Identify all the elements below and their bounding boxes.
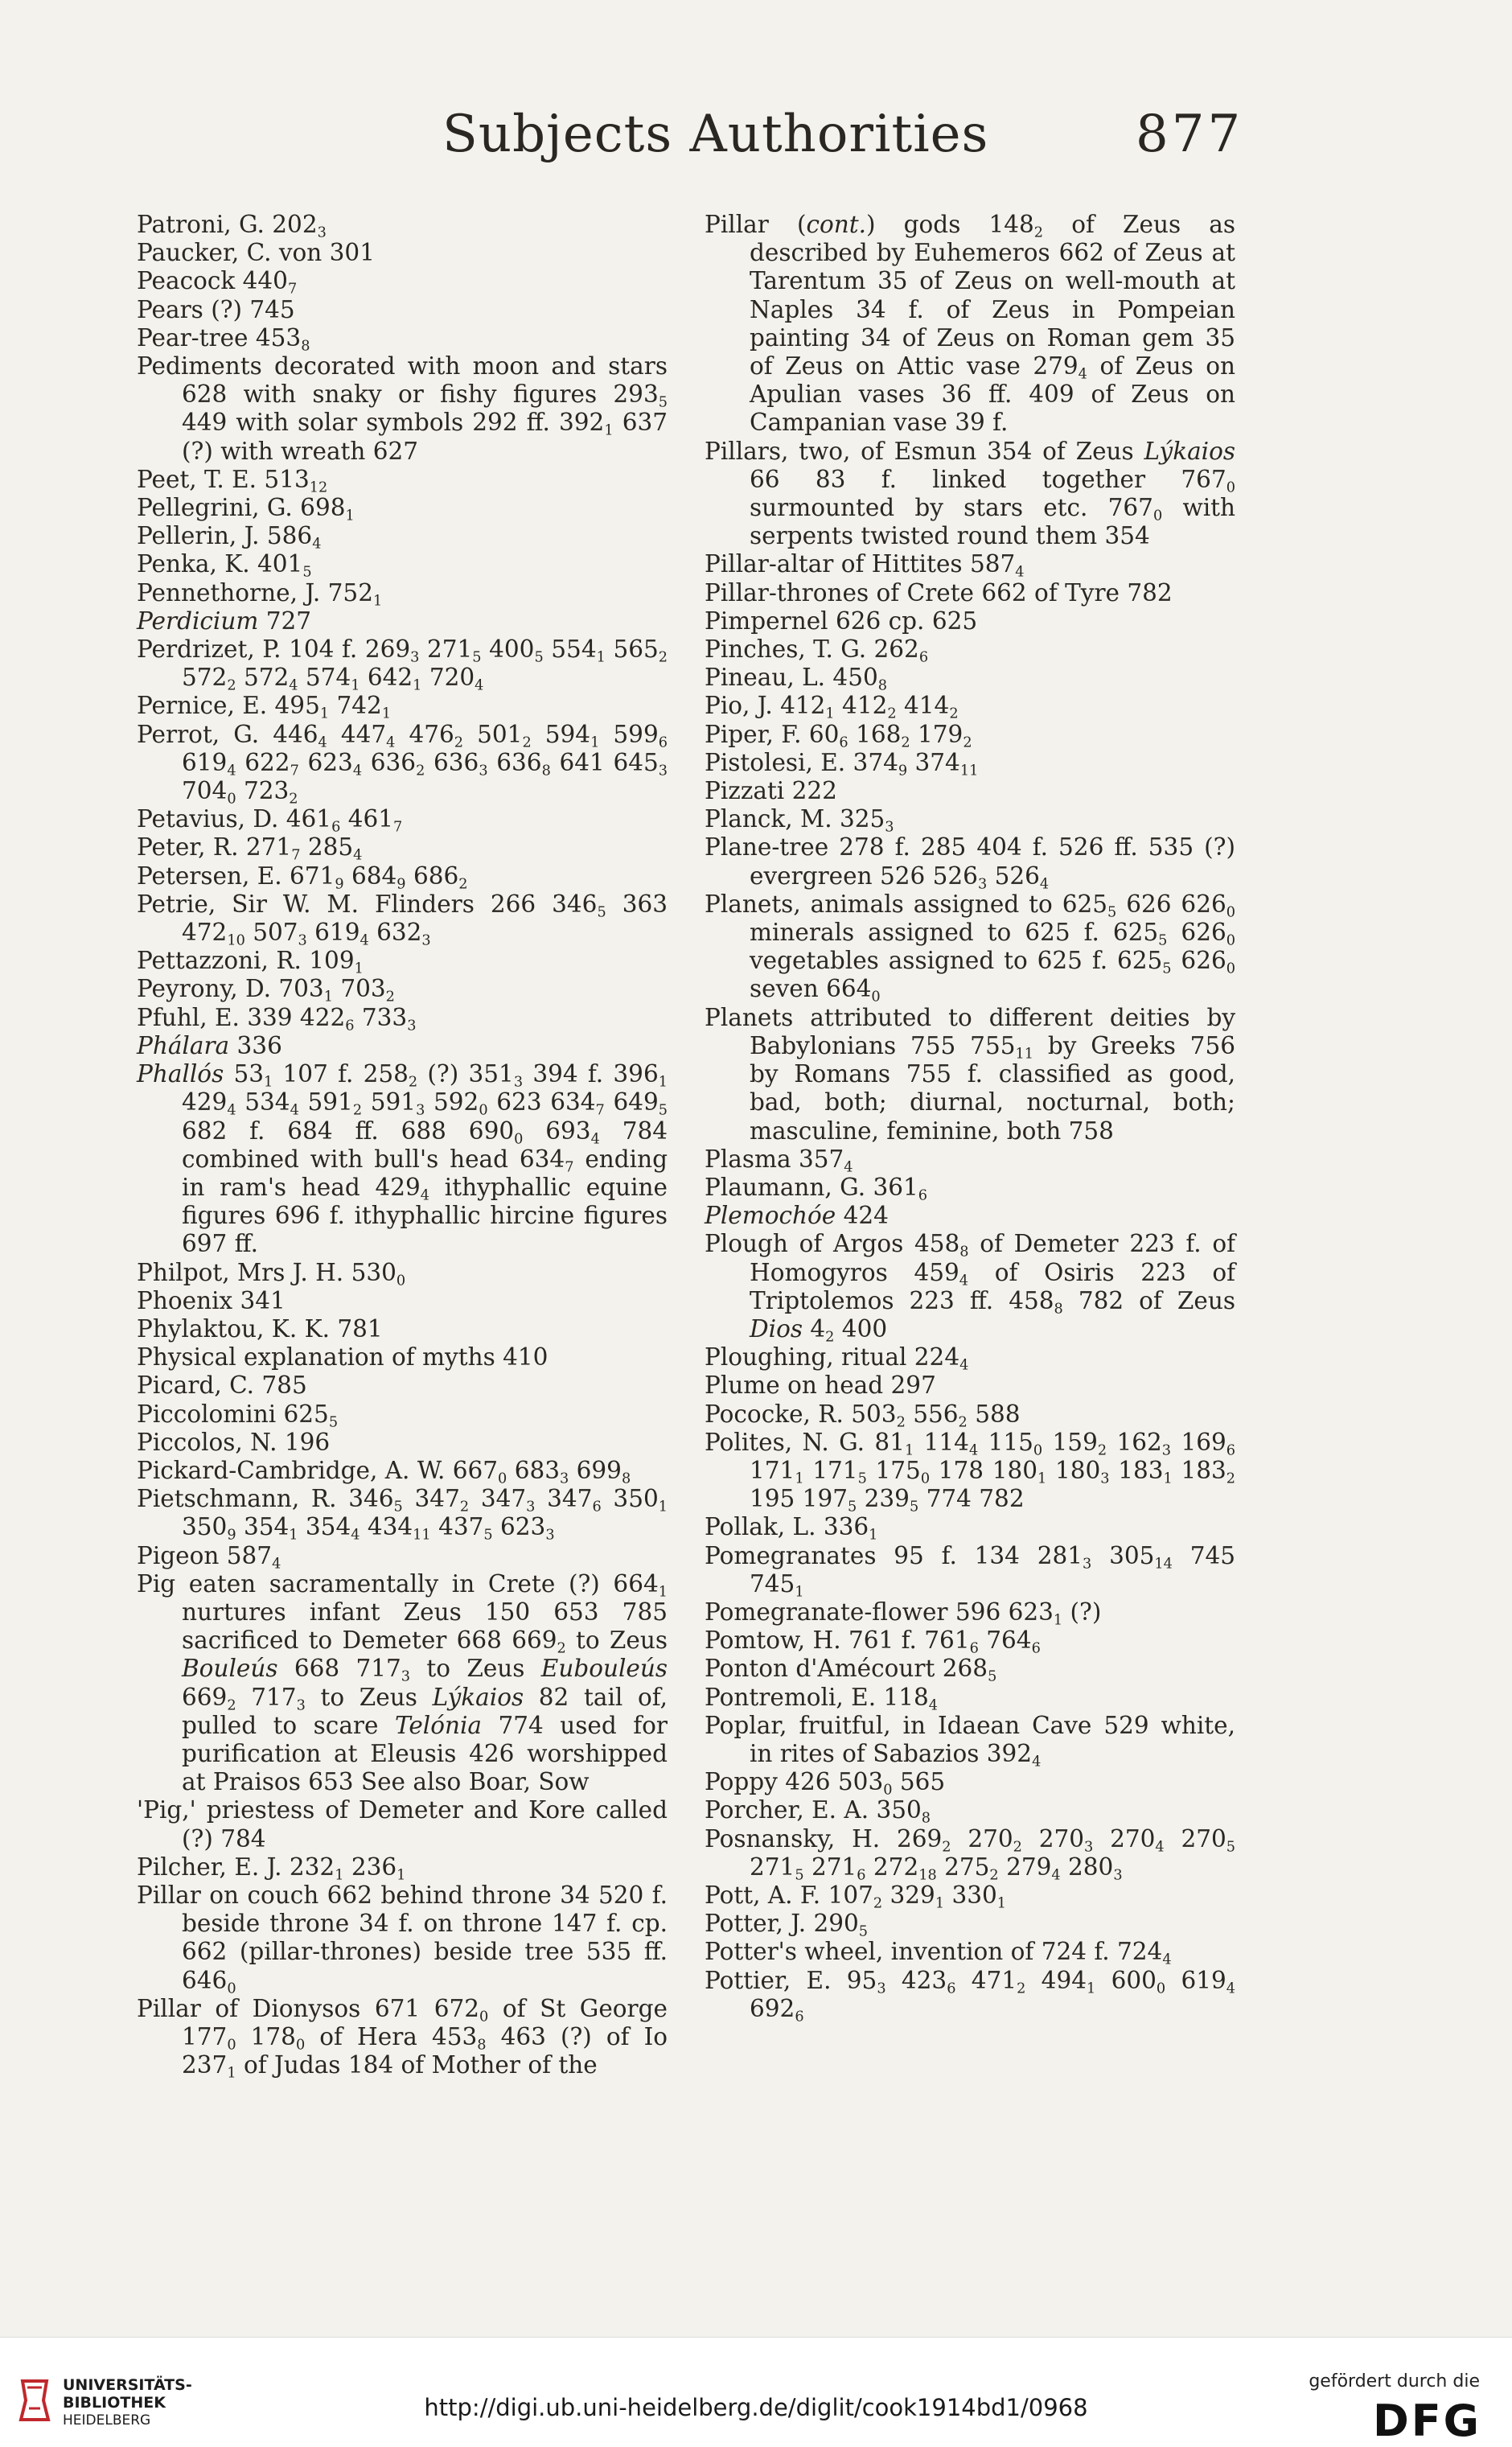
index-entry: Pollak, L. $336_1$: [705, 1513, 878, 1544]
index-entry: Pellerin, J. $586_4$: [137, 522, 322, 553]
index-entry: Potter, J. $290_5$: [705, 1910, 869, 1940]
index-entry: Pott, A. F. $107_2$ $329_1$ $330_1$: [705, 1881, 1007, 1912]
index-entry: Penka, K. $401_5$: [137, 550, 312, 581]
university-name-line1: UNIVERSITÄTS-: [63, 2376, 192, 2394]
index-entry: Pillar (cont.) gods $148_2$ of Zeus as described by Euhemeros 662 of Zeus at Tarentum 35 of Zeus on well-mouth at Naples 34 f. of Zeus in Pompeian painting 34 of Zeus on Roman gem 35 of Zeus on Attic vase $279_4$ of Zeus on Apulian vases 36 ff. 409 of Zeus on Campanian vase 39 f.: [705, 211, 1235, 437]
index-entry: Pennethorne, J. $752_1$: [137, 578, 383, 609]
index-entry: Planets attributed to different deities by Babylonians 755 $755_{11}$ by Greeks 756 by Romans 755 f. classified as good, bad, both; diurnal, nocturnal, both; masculine, feminine, both 758: [705, 1003, 1235, 1145]
index-entry: Pediments decorated with moon and stars 628 with snaky or fishy figures $293_5$ 449 with solar symbols 292 ff. $392_1$ 637 (?) with wreath 627: [137, 352, 668, 465]
page-number: 877: [1136, 105, 1244, 164]
university-name-line3: HEIDELBERG: [63, 2412, 151, 2428]
index-entry: Pomtow, H. 761 f. $761_6$ $764_6$: [705, 1627, 1041, 1657]
index-entry: Plemochóe 424: [705, 1202, 889, 1230]
index-entry: Petrie, Sir W. M. Flinders 266 $346_5$ 363 $472_{10}$ $507_3$ $619_4$ $632_3$: [137, 890, 668, 949]
index-entry: Pottier, E. $95_3$ $423_6$ $471_2$ $494_1$ $600_0$ $619_4$ $692_6$: [705, 1966, 1236, 2025]
index-entry: Pinches, T. G. $262_6$: [705, 635, 929, 666]
index-entry: Pickard-Cambridge, A. W. $667_0$ $683_3$ $699_8$: [137, 1456, 631, 1487]
index-entry: Posnansky, H. $269_2$ $270_2$ $270_3$ $270_4$ $270_5$ $271_5$ $271_6$ $272_{18}$ $275_2$ $279_4$ $280_3$: [705, 1824, 1236, 1884]
index-entry: Peet, T. E. $513_{12}$: [137, 465, 328, 496]
index-entry: Piccolomini $625_5$: [137, 1400, 339, 1430]
index-entry: Plume on head 297: [705, 1372, 936, 1400]
index-entry: Petavius, D. $461_6$ $461_7$: [137, 805, 403, 836]
index-entry: Perdicium 727: [137, 607, 312, 635]
index-entry: Pig eaten sacramentally in Crete (?) $664_1$ nurtures infant Zeus 150 653 785 sacrificed to Demeter 668 $669_2$ to Zeus Bouleús 668 $717_3$ to Zeus Eubouleús $669_2$ $717_3$ to Zeus Lýkaios 82 tail of, pulled to scare Telónia 774 used for purification at Eleusis 426 worshipped at Praisos 653 See also Boar, Sow: [137, 1569, 668, 1796]
index-entry: Piccolos, N. 196: [137, 1428, 331, 1456]
index-entry: Plane-tree 278 f. 285 404 f. 526 ff. 535 (?) evergreen 526 $526_3$ $526_4$: [705, 833, 1235, 892]
index-entry: Pillar on couch 662 behind throne 34 520 f. beside throne 34 f. on throne 147 f. cp. 662 (pillar-thrones) beside tree 535 ff. $646_0$: [137, 1881, 668, 1997]
index-entry: Petersen, E. $671_9$ $684_9$ $686_2$: [137, 862, 468, 892]
index-entry: Phylaktou, K. K. 781: [137, 1314, 383, 1343]
index-entry: Pillar-altar of Hittites $587_4$: [705, 550, 1025, 581]
index-entry: Pfuhl, E. 339 $422_6$ $733_3$: [137, 1003, 417, 1034]
index-entry: 'Pig,' priestess of Demeter and Kore called (?) 784: [137, 1796, 668, 1853]
index-entry: Pears (?) 745: [137, 295, 295, 323]
index-entry: Pear-tree $453_8$: [137, 323, 310, 355]
index-entry: Pillars, two, of Esmun 354 of Zeus Lýkaios 66 83 f. linked together $767_0$ surmounted by stars etc. $767_0$ with serpents twisted round them 354: [705, 437, 1235, 550]
footer-bar: [0, 2337, 1512, 2447]
index-entry: Phallós $53_1$ 107 f. $258_2$ (?) $351_3$ 394 f. $396_1$ $429_4$ $534_4$ $591_2$ $591_3$ $592_0$ 623 $634_7$ $649_5$ 682 f. 684 ff. 688 $690_0$ $693_4$ 784 combined with bull's head $634_7$ ending in ram's head $429_4$ ithyphallic equine figures 696 f. ithyphallic hircine figures 697 ff.: [137, 1060, 668, 1258]
index-entry: Physical explanation of myths 410: [137, 1343, 549, 1372]
index-entry: Pillar of Dionysos 671 $672_0$ of St George $177_0$ $178_0$ of Hera $453_8$ 463 (?) of Io $237_1$ of Judas 184 of Mother of the: [137, 1994, 668, 2082]
index-entry: Polites, N. G. $81_1$ $114_4$ $115_0$ $159_2$ $162_3$ $169_6$ $171_1$ $171_5$ $175_0$ 178 $180_1$ $180_3$ $183_1$ $183_2$ 195 $197_5$ $239_5$ 774 782: [705, 1428, 1236, 1515]
index-entry: Pimpernel 626 cp. 625: [705, 607, 978, 635]
index-entry: Plough of Argos $458_8$ of Demeter 223 f. of Homogyros $459_4$ of Osiris 223 of Triptolemos 223 ff. $458_8$ 782 of Zeus Dios $4_2$ 400: [705, 1230, 1235, 1346]
index-entry: Picard, C. 785: [137, 1372, 307, 1400]
index-entry: Porcher, E. A. $350_8$: [705, 1796, 931, 1827]
index-entry: Philpot, Mrs J. H. $530_0$: [137, 1258, 406, 1289]
index-entry: Pigeon $587_4$: [137, 1541, 281, 1572]
index-entry: Pernice, E. $495_1$ $742_1$: [137, 692, 392, 722]
index-entry: Peyrony, D. $703_1$ $703_2$: [137, 975, 395, 1006]
index-entry: Ploughing, ritual $224_4$: [705, 1343, 969, 1374]
index-entry: Piper, F. $60_6$ $168_2$ $179_2$: [705, 720, 972, 751]
index-entry: Paucker, C. von 301: [137, 239, 375, 267]
index-entry: Pineau, L. $450_8$: [705, 664, 887, 694]
index-entry: Poplar, fruitful, in Idaean Cave 529 white, in rites of Sabazios $392_4$: [705, 1711, 1235, 1770]
index-entry: Ponton d'Amécourt $268_5$: [705, 1655, 997, 1685]
university-name-line2: BIBLIOTHEK: [63, 2394, 166, 2412]
index-entry: Pilcher, E. J. $232_1$ $236_1$: [137, 1853, 406, 1884]
index-entry: Pillar-thrones of Crete 662 of Tyre 782: [705, 578, 1173, 607]
index-entry: Plasma $357_4$: [705, 1145, 853, 1175]
index-entry: Perdrizet, P. 104 f. $269_3$ $271_5$ $400_5$ $554_1$ $565_2$ $572_2$ $572_4$ $574_1$ $642_1$ $720_4$: [137, 635, 668, 694]
index-entry: Planck, M. $325_3$: [705, 805, 894, 836]
index-entry: Peter, R. $271_7$ $285_4$: [137, 833, 363, 864]
index-entry: Poppy 426 $503_0$ 565: [705, 1768, 946, 1799]
index-entry: Perrot, G. $446_4$ $447_4$ $476_2$ $501_2$ $594_1$ $599_6$ $619_4$ $622_7$ $623_4$ $636_2$ $636_3$ $636_8$ 641 $645_3$ $704_0$ $723_2$: [137, 720, 668, 808]
dfg-logo: DFG: [1372, 2396, 1481, 2446]
index-entry: Pomegranate-flower 596 $623_1$ (?): [705, 1598, 1102, 1629]
index-entry: Patroni, G. $202_3$: [137, 211, 327, 241]
index-entry: Pio, J. $412_1$ $412_2$ $414_2$: [705, 692, 959, 722]
page-url-link[interactable]: http://digi.ub.uni-heidelberg.de/diglit/cook1914bd1/0968: [424, 2394, 1088, 2421]
index-entry: Pistolesi, E. $374_9$ $374_{11}$: [705, 748, 979, 779]
index-entry: Phoenix 341: [137, 1286, 286, 1314]
index-column-left: [137, 211, 668, 2082]
index-entry: Pomegranates 95 f. 134 $281_3$ $305_{14}$ 745 $745_1$: [705, 1541, 1236, 1601]
index-entry: Peacock $440_7$: [137, 267, 298, 298]
index-column-right: [705, 211, 1235, 2023]
running-head: Subjects Authorities: [442, 105, 989, 164]
index-entry: Phálara 336: [137, 1031, 282, 1059]
index-entry: Pettazzoni, R. $109_1$: [137, 947, 364, 977]
index-entry: Pellegrini, G. $698_1$: [137, 494, 355, 524]
index-entry: Potter's wheel, invention of 724 f. $724_4$: [705, 1938, 1172, 1968]
index-entry: Pizzati 222: [705, 777, 837, 805]
index-entry: Pontremoli, E. $118_4$: [705, 1683, 939, 1713]
index-entry: Plaumann, G. $361_6$: [705, 1173, 928, 1204]
index-entry: Pietschmann, R. $346_5$ $347_2$ $347_3$ $347_6$ $350_1$ $350_9$ $354_1$ $354_4$ $434_{11}$ $437_5$ $623_3$: [137, 1485, 668, 1544]
index-entry: Pococke, R. $503_2$ $556_2$ 588: [705, 1400, 1021, 1430]
funded-by-label: gefördert durch die: [1309, 2371, 1480, 2391]
index-entry: Planets, animals assigned to $625_5$ 626 $626_0$ minerals assigned to 625 f. $625_5$ $626_0$ vegetables assigned to 625 f. $625_5$ $626_0$ seven $664_0$: [705, 890, 1235, 1006]
